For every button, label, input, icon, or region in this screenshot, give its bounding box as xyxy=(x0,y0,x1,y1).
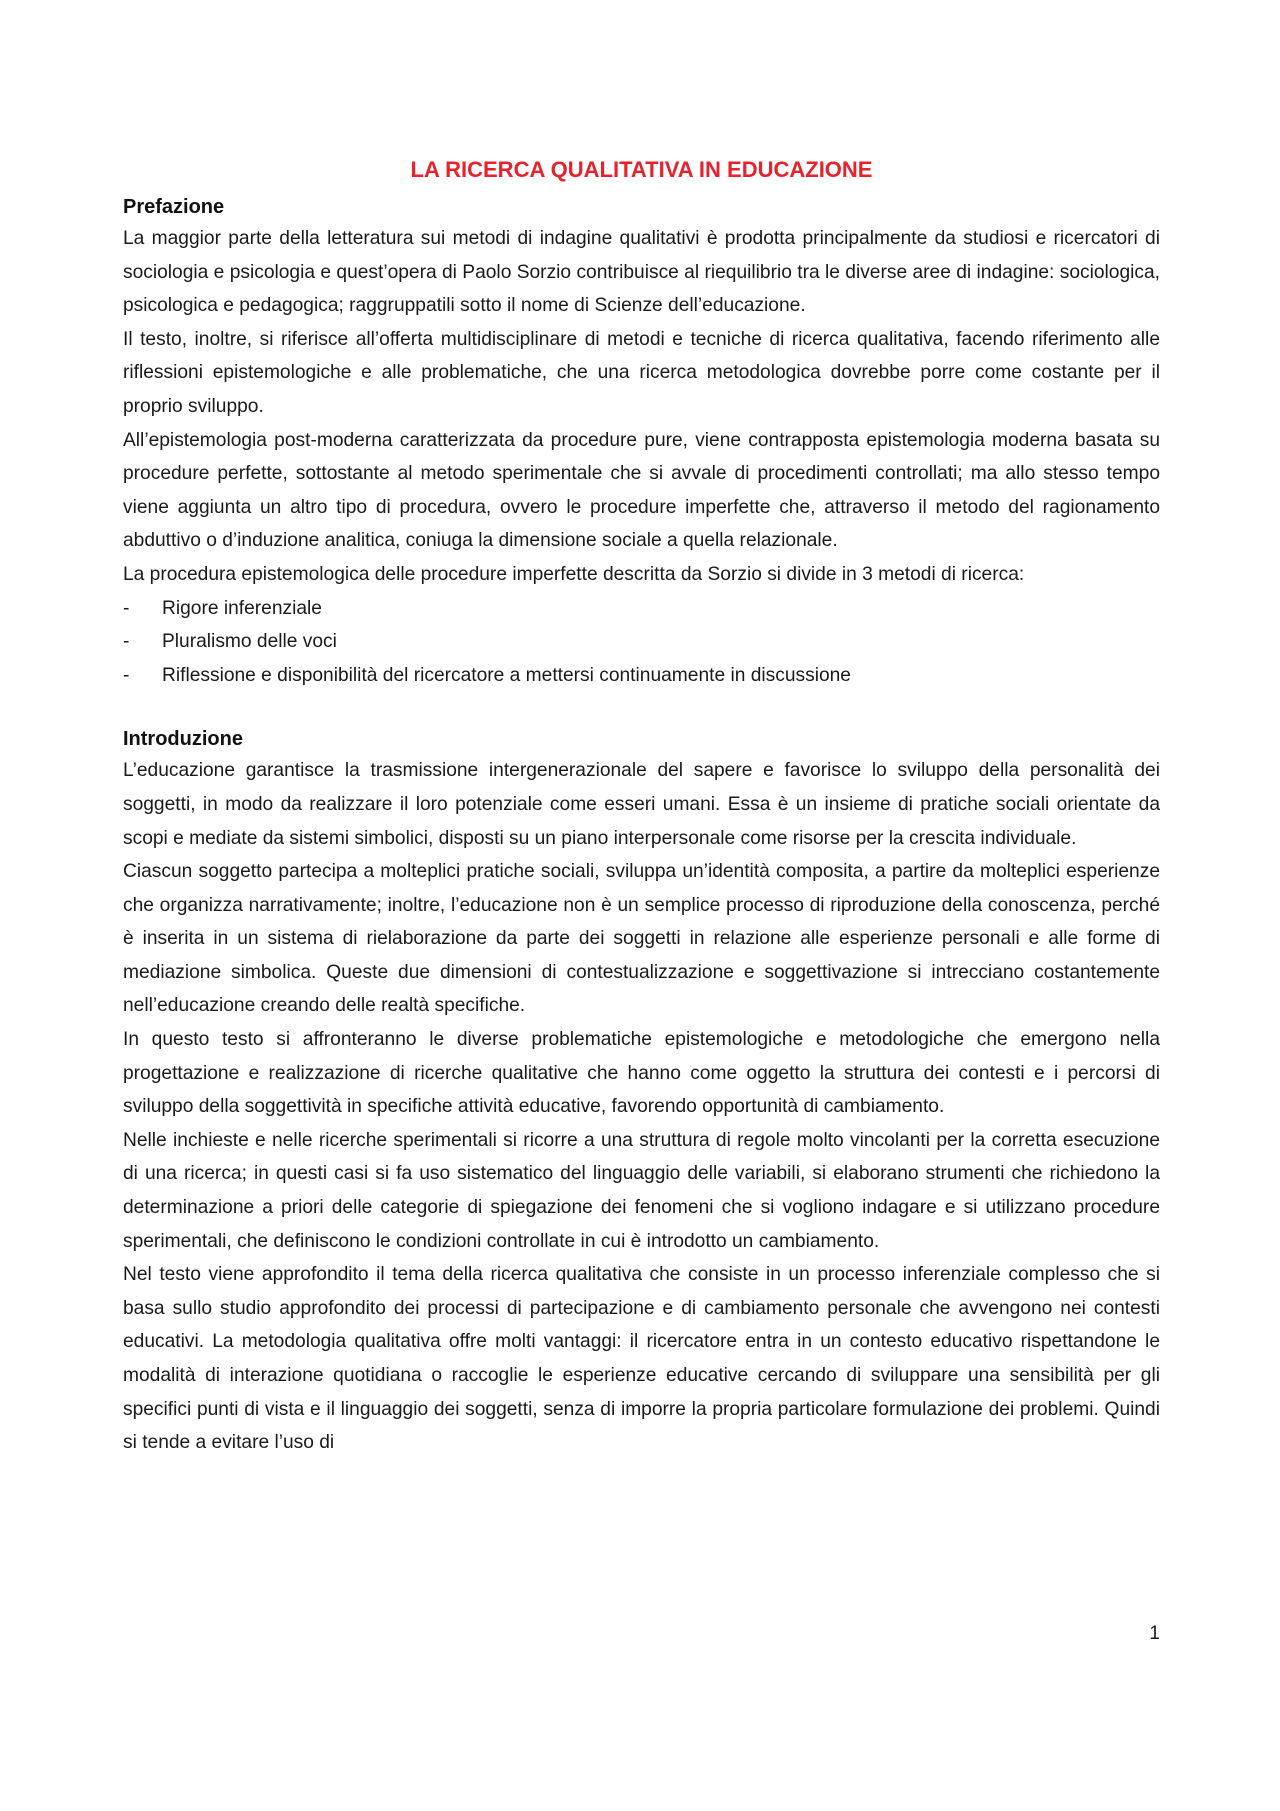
document-page xyxy=(123,150,1160,1460)
bullet-dash: - xyxy=(123,631,130,653)
list-item-label: Rigore inferenziale xyxy=(162,597,322,619)
paragraph: L’educazione garantisce la trasmissione intergenerazionale del sapere e favorisce lo sviluppo della personalità dei soggetti, in modo da realizzare il loro potenziale come esseri umani. Essa è un insieme di pratiche sociali orientate da scopi e mediate da sistemi simbolici, disposti su un piano interpersonale come risorse per la crescita individuale. xyxy=(123,760,1160,849)
list-item xyxy=(123,659,1160,693)
paragraph: La maggior parte della letteratura sui metodi di indagine qualitativi è prodotta principalmente da studiosi e ricercatori di sociologia e psicologia e quest’opera di Paolo Sorzio contribuisce al riequilibrio tra le diverse aree di indagine: sociologica, psicologica e pedagogica; raggruppatili sotto il nome di Scienze dell’educazione. xyxy=(123,228,1160,317)
paragraph: Il testo, inoltre, si riferisce all’offerta multidisciplinare di metodi e tecniche di ricerca qualitativa, facendo riferimento alle riflessioni epistemologiche e alle problematiche, che una ricerca metodologica dovrebbe porre come costante per il proprio sviluppo. xyxy=(123,328,1160,417)
list-item xyxy=(123,592,1160,626)
section-introduzione xyxy=(123,724,1160,1459)
section-prefazione xyxy=(123,192,1160,692)
section-heading-prefazione: Prefazione xyxy=(123,196,225,218)
paragraph: All’epistemologia post-moderna caratterizzata da procedure pure, viene contrapposta epistemologia moderna basata su procedure perfette, sottostante al metodo sperimentale che si avvale di procedimenti controllati; ma allo stesso tempo viene aggiunta un altro tipo di procedura, ovvero le procedure imperfette che, attraverso il metodo del ragionamento abduttivo o d’induzione analitica, coniuga la dimensione sociale a quella relazionale. xyxy=(123,429,1160,552)
list-item-label: Pluralismo delle voci xyxy=(162,631,337,653)
paragraph: Ciascun soggetto partecipa a molteplici pratiche sociali, sviluppa un’identità composita, a partire da molteplici esperienze che organizza narrativamente; inoltre, l’educazione non è un semplice processo di riproduzione della conoscenza, perché è inserita in un sistema di rielaborazione da parte dei soggetti in relazione alle esperienze personali e alle forme di mediazione simbolica. Queste due dimensioni di contestualizzazione e soggettivazione si intrecciano costantemente nell’educazione creando delle realtà specifiche. xyxy=(123,861,1160,1017)
bullet-dash: - xyxy=(123,664,130,686)
page-number: 1 xyxy=(1149,1623,1160,1644)
bullet-dash: - xyxy=(123,597,130,619)
paragraph: Nelle inchieste e nelle ricerche sperimentali si ricorre a una struttura di regole molto vincolanti per la corretta esecuzione di una ricerca; in questi casi si fa uso sistematico del linguaggio delle variabili, si elaborano strumenti che richiedono la determinazione a priori delle categorie di spiegazione dei fenomeni che si vogliono indagare e si utilizzano procedure sperimentali, che definiscono le condizioni controllate in cui è introdotto un cambiamento. xyxy=(123,1129,1160,1252)
paragraph: Nel testo viene approfondito il tema della ricerca qualitativa che consiste in un processo inferenziale complesso che si basa sullo studio approfondito dei processi di partecipazione e di cambiamento personale che avvengono nei contesti educativi. La metodologia qualitativa offre molti vantaggi: il ricercatore entra in un contesto educativo rispettandone le modalità di interazione quotidiana o raccoglie le esperienze educative cercando di sviluppare una sensibilità per gli specifici punti di vista e il linguaggio dei soggetti, senza di imporre la propria particolare formulazione dei problemi. Quindi si tende a evitare l’uso di xyxy=(123,1264,1160,1454)
section-heading-introduzione: Introduzione xyxy=(123,728,243,751)
document-title: LA RICERCA QUALITATIVA IN EDUCAZIONE xyxy=(410,157,873,182)
paragraph: In questo testo si affronteranno le diverse problematiche epistemologiche e metodologiche che emergono nella progettazione e realizzazione di ricerche qualitative che hanno come oggetto la struttura dei contesti e i percorsi di sviluppo della soggettività in specifiche attività educative, favorendo opportunità di cambiamento. xyxy=(123,1029,1160,1118)
list-item-label: Riflessione e disponibilità del ricercatore a mettersi continuamente in discussione xyxy=(162,664,851,686)
paragraph: La procedura epistemologica delle procedure imperfette descritta da Sorzio si divide in 3 metodi di ricerca: xyxy=(123,563,1025,585)
bullet-list xyxy=(123,592,1160,693)
list-item xyxy=(123,625,1160,659)
